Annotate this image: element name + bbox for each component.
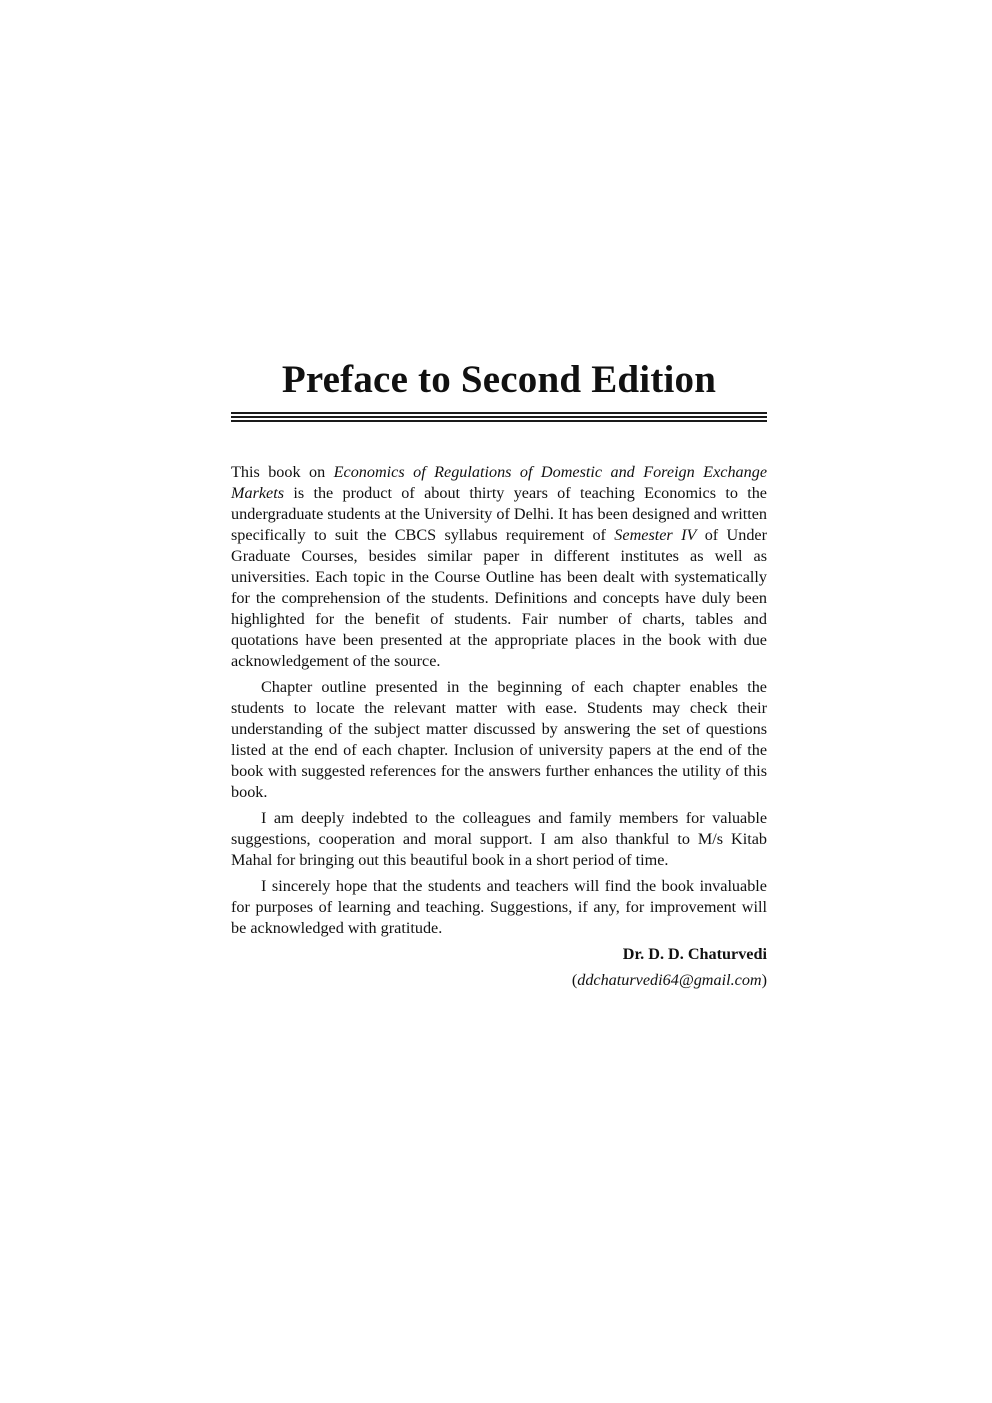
author-name: Dr. D. D. Chaturvedi [622,945,767,963]
signature-block [231,944,767,991]
preface-body [231,462,767,939]
paragraph-1-end: of Under Graduate Courses, besides similar paper in different institutes as well as universities. Each topic in the Course Outline has been dealt with systematically for the comprehension of the students. Definitions and concepts have duly been highlighted for the benefit of students. Fair number of charts, tables and quotations have been presented at the appropriate places in the book with due acknowledgement of the source. [231,526,767,670]
paragraph-4: I sincerely hope that the students and teachers will find the book invaluable for purposes of learning and teaching. Suggestions, if any, for improvement will be acknowledged with gratitude. [231,877,767,937]
semester-label: Semester IV [614,526,697,544]
author-email-line [231,970,767,991]
title-underline [231,412,767,422]
paragraph-1 [231,462,767,672]
book-title: Economics of Regulations of Domestic and Foreign Exchange Markets [231,463,767,502]
paragraph-2: Chapter outline presented in the beginning of each chapter enables the students to locate the relevant matter with ease. Students may check their understanding of the subject matter discussed by answering the set of questions listed at the end of each chapter. Inclusion of university papers at the end of the book with suggested references for the answers further enhances the utility of this book. [231,678,767,801]
paragraph-1-middle: is the product of about thirty years of teaching Economics to the undergraduate students at the University of Delhi. It has been designed and written specifically to suit the CBCS syllabus requirement of [231,484,767,544]
author-email: ddchaturvedi64@gmail.com [577,971,762,989]
underline-rule-bottom [231,420,767,422]
underline-rule-top [231,412,767,414]
paragraph-1-intro: This book on [231,463,334,481]
email-close-paren: ) [761,971,767,989]
email-open-paren: ( [571,971,578,989]
paragraph-3: I am deeply indebted to the colleagues and family members for valuable suggestions, cooperation and moral support. I am also thankful to M/s Kitab Mahal for bringing out this beautiful book in a short period of time. [231,809,767,869]
page-title: Preface to Second Edition [281,358,717,401]
underline-rule-middle [231,416,767,418]
preface-section [231,356,767,991]
